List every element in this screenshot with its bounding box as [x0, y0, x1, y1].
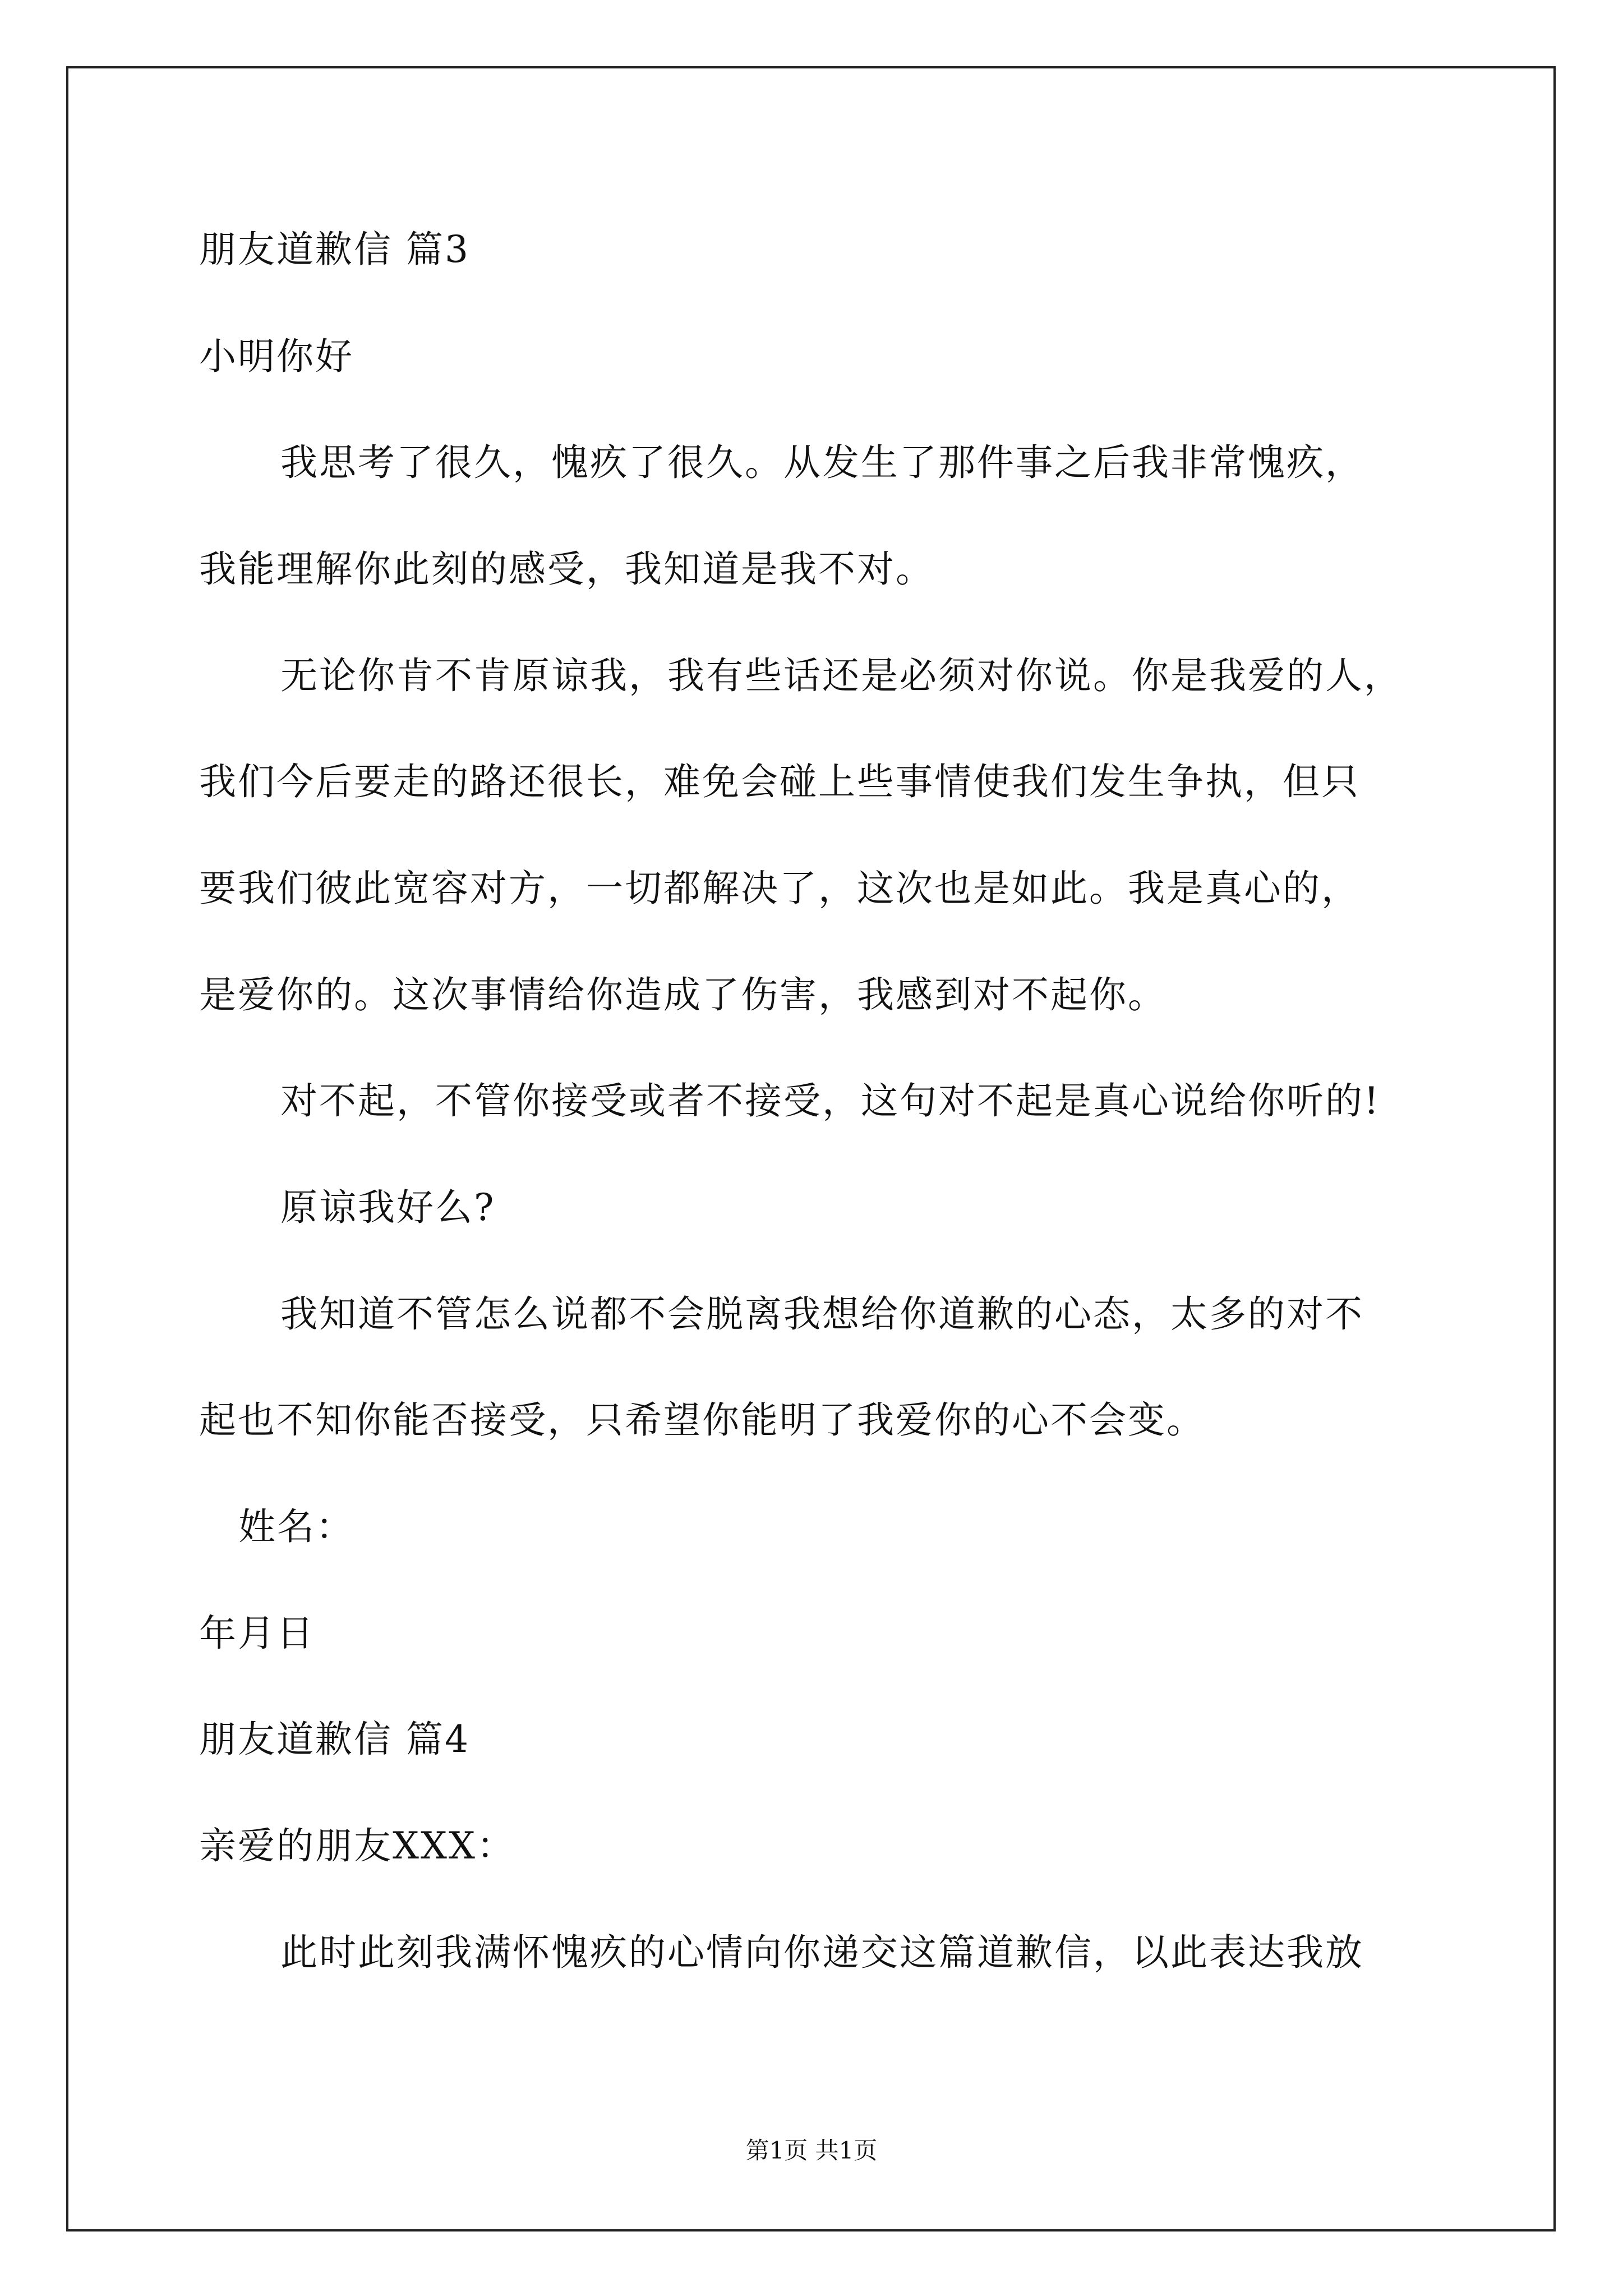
salutation-text: 亲爱的朋友XXX： [199, 1824, 515, 1867]
paragraph-line: 无论你肯不肯原谅我，我有些话还是必须对你说。你是我爱的人， [280, 654, 1403, 697]
paragraph-line: 原谅我好么? [280, 1186, 496, 1229]
paragraph-line: 我知道不管怎么说都不会脱离我想给你道歉的心态，太多的对不 [280, 1292, 1364, 1336]
page-frame [66, 66, 1556, 2231]
signature-date-label: 年月日 [199, 1612, 315, 1655]
heading-letter-4: 朋友道歉信 篇4 [199, 1718, 470, 1761]
paragraph-line: 对不起，不管你接受或者不接受，这句对不起是真心说给你听的! [280, 1079, 1381, 1122]
signature-name-label: 姓名： [238, 1505, 354, 1548]
heading-letter-3: 朋友道歉信 篇3 [199, 228, 470, 271]
paragraph-line: 是爱你的。这次事情给你造成了伤害，我感到对不起你。 [199, 973, 1166, 1016]
paragraph-line: 我思考了很久，愧疚了很久。从发生了那件事之后我非常愧疚， [280, 441, 1364, 484]
paragraph-line: 要我们彼此宽容对方，一切都解决了，这次也是如此。我是真心的， [199, 867, 1360, 910]
paragraph-line: 起也不知你能否接受，只希望你能明了我爱你的心不会变。 [199, 1398, 1205, 1442]
paragraph-line: 我能理解你此刻的感受，我知道是我不对。 [199, 547, 934, 591]
salutation-text: 小明你好 [199, 335, 354, 378]
page-number-footer: 第1页 共1页 [745, 2137, 878, 2164]
paragraph-line: 此时此刻我满怀愧疚的心情向你递交这篇道歉信，以此表达我放 [280, 1931, 1364, 1974]
paragraph-line: 我们今后要走的路还很长，难免会碰上些事情使我们发生争执，但只 [199, 760, 1360, 803]
